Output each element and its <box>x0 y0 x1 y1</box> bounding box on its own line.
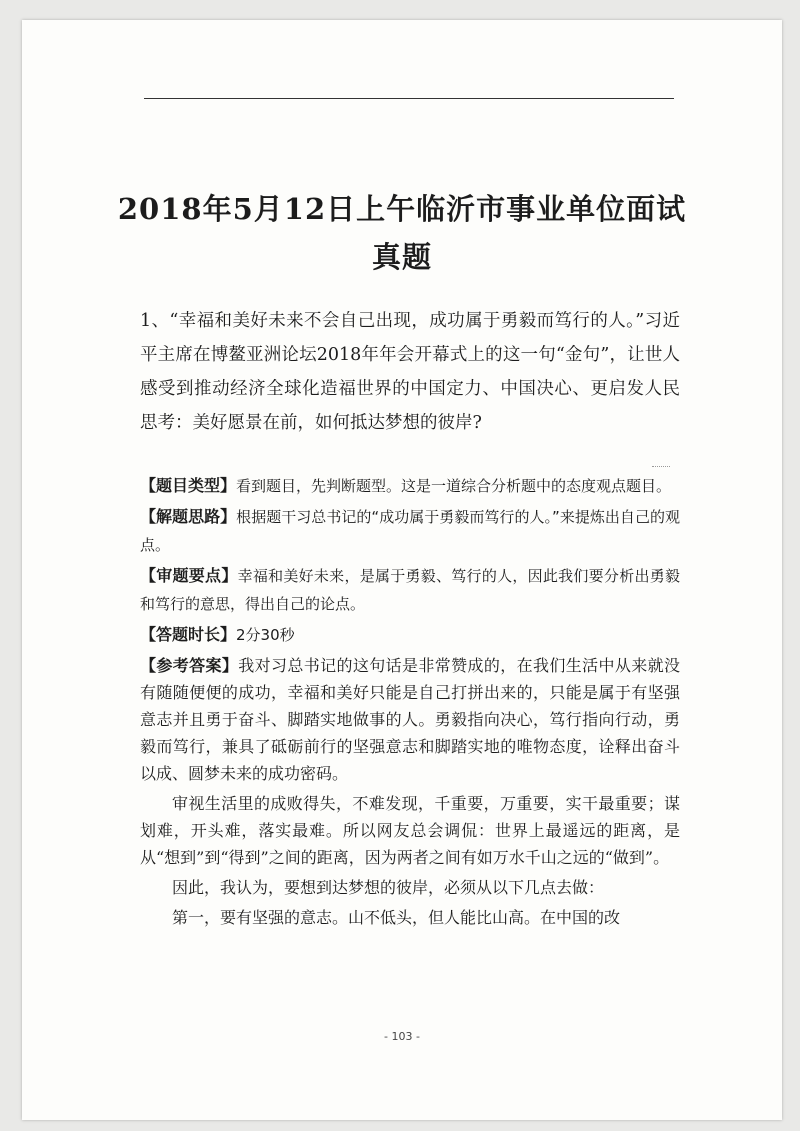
key-points-row <box>140 562 680 618</box>
title-line-2: 真题 <box>371 240 432 274</box>
header-rule <box>144 98 674 99</box>
question-type-tag: 【题目类型】 <box>140 476 237 495</box>
answer-paragraph-1: 审视生活里的成败得失，不难发现，千重要，万重要，实干最重要；谋划难，开头难，落实最难。所以网友总会调侃：世界上最遥远的距离，是从“想到”到“得到”之间的距离，因为两者之间有如万水千山之远的“做到”。 <box>140 794 680 867</box>
question-text: 1、“幸福和美好未来不会自己出现，成功属于勇毅而笃行的人。”习近平主席在博鳌亚洲论坛2018年年会开幕式上的这一句“金句”，让世人感受到推动经济全球化造福世界的中国定力、中国决心、更启发人民思考：美好愿景在前，如何抵达梦想的彼岸? <box>140 311 680 433</box>
page-title <box>112 185 692 281</box>
answer-paragraph-2: 因此，我认为，要想到达梦想的彼岸，必须从以下几点去做： <box>172 878 605 897</box>
answer-paragraph-3: 第一，要有坚强的意志。山不低头，但人能比山高。在中国的改 <box>172 908 621 927</box>
duration-tag: 【答题时长】 <box>140 625 237 644</box>
approach-text: 根据题干习总书记的“成功属于勇毅而笃行的人。”来提炼出自己的观点。 <box>140 508 680 554</box>
answer-row <box>140 652 680 787</box>
answer-text: 我对习总书记的这句话是非常赞成的，在我们生活中从来就没有随随便便的成功，幸福和美好只能是自己打拼出来的，只能是属于有坚强意志并且勇于奋斗、脚踏实地做事的人。勇毅指向决心，笃行指向行动，勇毅而笃行，兼具了砥砺前行的坚强意志和脚踏实地的唯物态度，诠释出奋斗以成、圆梦未来的成功密码。 <box>140 656 680 783</box>
duration-text: 2分30秒 <box>236 626 295 644</box>
document-page <box>22 20 782 1120</box>
page-number: - 103 - <box>384 1030 420 1043</box>
title-line-1: 2018年5月12日上午临沂市事业单位面试 <box>117 192 687 226</box>
answer-tag: 【参考答案】 <box>140 656 239 675</box>
scan-mark <box>652 463 670 467</box>
key-points-text: 幸福和美好未来，是属于勇毅、笃行的人，因此我们要分析出勇毅和笃行的意思，得出自己的论点。 <box>140 567 680 613</box>
approach-tag: 【解题思路】 <box>140 507 237 526</box>
analysis-section <box>140 472 680 934</box>
question-type-text: 看到题目，先判断题型。这是一道综合分析题中的态度观点题目。 <box>236 477 672 495</box>
key-points-tag: 【审题要点】 <box>140 566 238 585</box>
duration-row <box>140 621 680 649</box>
approach-row <box>140 503 680 559</box>
question-type-row <box>140 472 680 500</box>
